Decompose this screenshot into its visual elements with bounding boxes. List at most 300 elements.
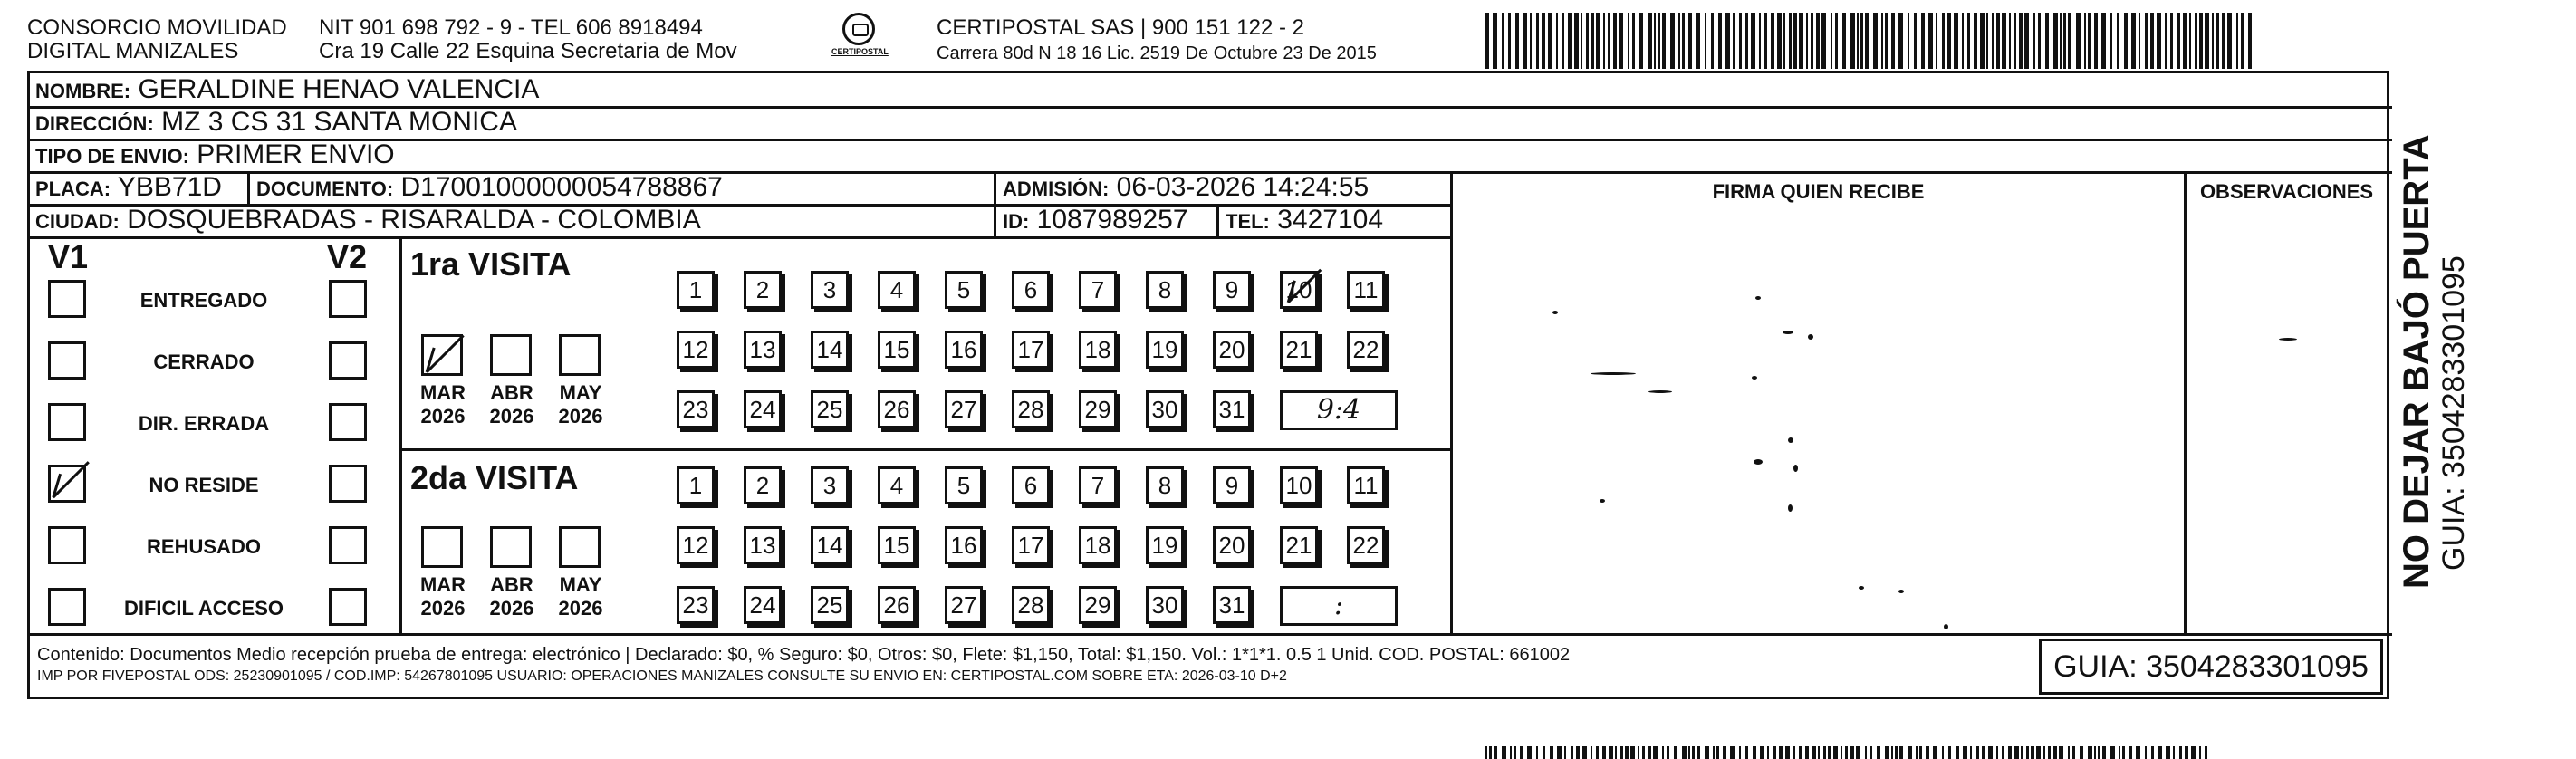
barcode-bar xyxy=(1536,13,1539,69)
barcode-bar xyxy=(1908,746,1912,759)
day-box[interactable]: 28 xyxy=(1012,390,1050,428)
barcode-bar xyxy=(1996,746,1998,759)
footer-text xyxy=(37,644,1570,687)
day-box[interactable]: 7 xyxy=(1079,466,1117,504)
barcode-bar xyxy=(2236,13,2238,69)
month-checkbox[interactable] xyxy=(421,526,463,568)
day-box[interactable]: 11 xyxy=(1347,271,1385,309)
barcode-bar xyxy=(1662,13,1666,69)
barcode-bar xyxy=(1527,746,1532,759)
tel-value: 3427104 xyxy=(1277,205,1384,235)
barcode-bar xyxy=(2063,13,2066,69)
day-box[interactable]: 20 xyxy=(1213,331,1251,369)
barcode-bottom xyxy=(1485,746,2210,759)
barcode-bar xyxy=(1919,746,1922,759)
day-box[interactable]: 9 xyxy=(1213,466,1251,504)
barcode-bar xyxy=(1682,13,1685,69)
month-year: 2026 xyxy=(420,597,466,620)
day-box[interactable]: 6 xyxy=(1012,466,1050,504)
day-box[interactable]: 28 xyxy=(1012,586,1050,624)
barcode-bar xyxy=(1697,746,1700,759)
day-box[interactable]: 31 xyxy=(1213,390,1251,428)
barcode-bar xyxy=(1730,746,1735,759)
day-box[interactable]: 11 xyxy=(1347,466,1385,504)
barcode-bar xyxy=(2094,746,2096,759)
barcode-bar xyxy=(1542,13,1545,69)
day-box[interactable]: 14 xyxy=(811,526,849,564)
barcode-bar xyxy=(1811,13,1813,69)
barcode-bar xyxy=(1713,746,1715,759)
barcode-bar xyxy=(2038,13,2041,69)
day-box[interactable]: 15 xyxy=(878,526,916,564)
nombre-value: GERALDINE HENAO VALENCIA xyxy=(138,74,540,104)
barcode-bar xyxy=(1674,746,1677,759)
day-box[interactable]: 2 xyxy=(744,466,782,504)
barcode-bar xyxy=(1543,746,1545,759)
barcode-bar xyxy=(1591,13,1594,69)
day-box[interactable]: 26 xyxy=(878,586,916,624)
barcode-bar xyxy=(2072,746,2075,759)
status-label: NO RESIDE xyxy=(149,474,259,496)
day-box[interactable]: 20 xyxy=(1213,526,1251,564)
placa-cell xyxy=(35,171,222,206)
barcode-bar xyxy=(2222,13,2225,69)
barcode-bar xyxy=(1688,13,1692,69)
day-box[interactable]: 21 xyxy=(1280,526,1318,564)
barcode-bar xyxy=(2076,13,2081,69)
month-checkbox[interactable] xyxy=(559,526,601,568)
month-year: 2026 xyxy=(558,405,603,428)
barcode-bar xyxy=(2170,13,2173,69)
barcode-bar xyxy=(2205,13,2209,69)
barcode-bar xyxy=(2084,13,2086,69)
day-box[interactable]: 17 xyxy=(1012,526,1050,564)
barcode-bar xyxy=(1928,13,1933,69)
barcode-bar xyxy=(1596,13,1600,69)
month-checkbox[interactable] xyxy=(490,526,532,568)
day-box[interactable]: 21 xyxy=(1280,331,1318,369)
barcode-bar xyxy=(1751,13,1755,69)
barcode-bar xyxy=(2189,13,2191,69)
status-v1-checkbox[interactable] xyxy=(48,526,86,564)
month-checkbox[interactable] xyxy=(490,334,532,376)
barcode-bar xyxy=(1942,746,1944,759)
barcode-bar xyxy=(1962,13,1964,69)
barcode-bar xyxy=(1942,13,1945,69)
barcode-bar xyxy=(1916,746,1918,759)
documento-value: D17001000000054788867 xyxy=(400,172,723,202)
barcode-bar xyxy=(2002,13,2006,69)
day-box[interactable]: 10 xyxy=(1280,466,1318,504)
barcode-bar xyxy=(2053,13,2058,69)
day-box[interactable]: 15 xyxy=(878,331,916,369)
day-box[interactable]: 17 xyxy=(1012,331,1050,369)
barcode-bar xyxy=(1926,746,1929,759)
barcode-bar xyxy=(1954,13,1958,69)
day-box[interactable]: 18 xyxy=(1079,331,1117,369)
day-box[interactable]: 25 xyxy=(811,586,849,624)
barcode-bar xyxy=(2119,746,2120,759)
barcode-bar xyxy=(1609,746,1613,759)
barcode-bar xyxy=(2179,746,2182,759)
month-label xyxy=(414,381,472,428)
status-v1-checkbox[interactable] xyxy=(48,403,86,441)
day-box[interactable]: 13 xyxy=(744,331,782,369)
status-v2-checkbox[interactable] xyxy=(329,403,367,441)
status-v2-checkbox[interactable] xyxy=(329,341,367,380)
barcode-bar xyxy=(2068,746,2070,759)
status-v1-checkbox[interactable] xyxy=(48,588,86,626)
barcode-bar xyxy=(1557,746,1562,759)
visit-time-box[interactable]: : xyxy=(1280,586,1398,626)
barcode-bar xyxy=(1562,13,1564,69)
barcode-bar xyxy=(1696,13,1700,69)
logo-icon xyxy=(842,13,875,45)
day-box[interactable]: 27 xyxy=(945,586,983,624)
barcode-bar xyxy=(1799,13,1803,69)
visit-time-box[interactable]: 9:4 xyxy=(1280,390,1398,430)
barcode-bar xyxy=(1956,746,1959,759)
barcode-bar xyxy=(2248,13,2252,69)
documento-cell xyxy=(256,171,723,206)
barcode-bar xyxy=(1933,746,1937,759)
logo-text: CERTIPOSTAL xyxy=(831,47,889,56)
barcode-bar xyxy=(1898,13,1903,69)
barcode-bar xyxy=(2094,13,2098,69)
barcode-bar xyxy=(1857,13,1859,69)
barcode-bar xyxy=(1850,13,1855,69)
status-label: CERRADO xyxy=(153,351,255,373)
barcode-bar xyxy=(1692,746,1695,759)
barcode-bar xyxy=(1574,13,1579,69)
day-box[interactable]: 4 xyxy=(878,271,916,309)
month-label xyxy=(552,381,610,428)
barcode-bar xyxy=(1777,13,1782,69)
barcode-bar xyxy=(1899,746,1903,759)
barcode-bar xyxy=(1845,746,1848,759)
barcode-bar xyxy=(1835,13,1838,69)
month-name: MAR xyxy=(419,573,466,596)
barcode-bar xyxy=(1739,746,1741,759)
day-box[interactable]: 24 xyxy=(744,586,782,624)
day-box[interactable]: 27 xyxy=(945,390,983,428)
barcode-bar xyxy=(1865,13,1869,69)
day-box[interactable]: 2 xyxy=(744,271,782,309)
barcode-bar xyxy=(1783,13,1785,69)
barcode-bar xyxy=(1502,746,1506,759)
barcode-bar xyxy=(2059,746,2063,759)
footer-line2: IMP POR FIVEPOSTAL ODS: 25230901095 / COD.IMP: 54267801095 USUARIO: OPERACIONES MANIZALES CONSULTE SU ENVIO EN: CERTIPOSTAL.COM SOBRE ETA: 2026-03-10 D+2 xyxy=(37,668,1287,684)
barcode-bar xyxy=(1760,746,1764,759)
day-box[interactable]: 16 xyxy=(945,331,983,369)
barcode-bar xyxy=(1914,13,1917,69)
barcode-bar xyxy=(1908,13,1909,69)
barcode-bar xyxy=(1816,13,1820,69)
barcode-bar xyxy=(1895,746,1898,759)
id-cell xyxy=(1003,204,1188,238)
barcode-bar xyxy=(1723,746,1726,759)
barcode-bar xyxy=(2101,13,2106,69)
month-label xyxy=(552,573,610,620)
v2-header: V2 xyxy=(327,238,368,275)
day-box[interactable]: 12 xyxy=(677,526,715,564)
barcode-bar xyxy=(2019,13,2023,69)
barcode-bar xyxy=(1716,746,1719,759)
day-box[interactable]: 3 xyxy=(811,466,849,504)
documento-label: DOCUMENTO: xyxy=(256,178,394,200)
barcode-bar xyxy=(1865,746,1867,759)
barcode-bar xyxy=(2157,13,2161,69)
day-box[interactable]: 8 xyxy=(1146,466,1184,504)
certipostal-logo xyxy=(831,13,889,62)
barcode-bar xyxy=(2145,13,2148,69)
day-box[interactable]: 23 xyxy=(677,390,715,428)
nombre-label: NOMBRE: xyxy=(35,80,131,102)
status-v1-checkbox[interactable] xyxy=(48,341,86,380)
day-box[interactable]: 24 xyxy=(744,390,782,428)
barcode-bar xyxy=(1530,13,1532,69)
barcode-bar xyxy=(1885,746,1889,759)
nit-line: NIT 901 698 792 - 9 - TEL 606 8918494 xyxy=(319,15,703,40)
barcode-bar xyxy=(2080,746,2083,759)
placa-value: YBB71D xyxy=(117,172,222,202)
barcode-bar xyxy=(2158,746,2162,759)
barcode-bar xyxy=(1678,13,1680,69)
day-box[interactable]: 25 xyxy=(811,390,849,428)
status-v2-checkbox[interactable] xyxy=(329,280,367,318)
barcode-bar xyxy=(1980,13,1985,69)
barcode-bar xyxy=(2021,746,2023,759)
barcode-bar xyxy=(2145,746,2147,759)
barcode-top xyxy=(1485,13,2255,69)
barcode-bar xyxy=(1493,13,1497,69)
barcode-bar xyxy=(2165,13,2167,69)
tel-label: TEL: xyxy=(1226,210,1270,233)
barcode-bar xyxy=(1582,746,1587,759)
day-box[interactable]: 4 xyxy=(878,466,916,504)
guia-box: GUIA: 3504283301095 xyxy=(2039,639,2383,695)
barcode-bar xyxy=(1514,746,1516,759)
barcode-bar xyxy=(2185,746,2188,759)
day-box[interactable]: 22 xyxy=(1347,526,1385,564)
check-mark-icon xyxy=(419,331,468,380)
side-text xyxy=(2397,100,2487,607)
barcode-bar xyxy=(2026,746,2029,759)
barcode-bar xyxy=(1891,746,1893,759)
barcode-bar xyxy=(1821,13,1826,69)
barcode-bar xyxy=(1608,13,1610,69)
barcode-bar xyxy=(2024,13,2029,69)
barcode-bar xyxy=(1759,13,1761,69)
barcode-bar xyxy=(1986,13,1988,69)
barcode-bar xyxy=(1667,746,1669,759)
day-box[interactable]: 30 xyxy=(1146,586,1184,624)
admision-label: ADMISIÓN: xyxy=(1003,178,1110,200)
barcode-bar xyxy=(1658,13,1660,69)
barcode-bar xyxy=(1885,13,1888,69)
day-box[interactable]: 19 xyxy=(1146,526,1184,564)
ciudad-value: DOSQUEBRADAS - RISARALDA - COLOMBIA xyxy=(127,205,701,235)
day-box[interactable]: 18 xyxy=(1079,526,1117,564)
barcode-bar xyxy=(1870,746,1872,759)
barcode-bar xyxy=(2205,746,2207,759)
barcode-bar xyxy=(1996,13,2000,69)
barcode-bar xyxy=(1823,746,1826,759)
placa-label: PLACA: xyxy=(35,178,111,200)
signature-area xyxy=(1453,236,2184,633)
day-box[interactable]: 23 xyxy=(677,586,715,624)
barcode-bar xyxy=(2048,746,2051,759)
barcode-bar xyxy=(1753,746,1756,759)
day-box[interactable]: 7 xyxy=(1079,271,1117,309)
barcode-bar xyxy=(1970,746,1972,759)
observaciones-header: OBSERVACIONES xyxy=(2199,180,2374,203)
admision-value: 06-03-2026 14:24:55 xyxy=(1116,172,1370,202)
barcode-bar xyxy=(1596,746,1599,759)
barcode-bar xyxy=(1630,746,1635,759)
status-v2-checkbox[interactable] xyxy=(329,465,367,503)
barcode-bar xyxy=(1779,746,1783,759)
barcode-bar xyxy=(1654,13,1656,69)
day-box[interactable]: 1 xyxy=(677,271,715,309)
barcode-bar xyxy=(2131,13,2136,69)
month-name: MAY xyxy=(559,381,602,404)
day-box[interactable]: 3 xyxy=(811,271,849,309)
barcode-bar xyxy=(1502,13,1504,69)
barcode-bar xyxy=(1485,746,1487,759)
barcode-bar xyxy=(2227,13,2232,69)
barcode-bar xyxy=(1812,746,1816,759)
day-box[interactable]: 10 xyxy=(1280,271,1318,309)
barcode-bar xyxy=(1639,13,1643,69)
barcode-bar xyxy=(1881,13,1883,69)
barcode-bar xyxy=(1860,13,1863,69)
status-v2-checkbox[interactable] xyxy=(329,588,367,626)
guide-form xyxy=(27,71,2389,699)
barcode-bar xyxy=(1688,746,1690,759)
barcode-bar xyxy=(1739,13,1742,69)
status-label: DIR. ERRADA xyxy=(138,412,270,435)
barcode-bar xyxy=(2241,13,2244,69)
barcode-bar xyxy=(1670,13,1675,69)
day-box[interactable]: 31 xyxy=(1213,586,1251,624)
barcode-bar xyxy=(1856,746,1860,759)
barcode-bar xyxy=(2031,746,2034,759)
barcode-bar xyxy=(1963,746,1967,759)
barcode-bar xyxy=(1515,13,1519,69)
barcode-bar xyxy=(2199,746,2201,759)
status-v2-checkbox[interactable] xyxy=(329,526,367,564)
barcode-bar xyxy=(2129,746,2132,759)
barcode-bar xyxy=(2036,746,2041,759)
barcode-bar xyxy=(1873,13,1878,69)
barcode-bar xyxy=(1806,13,1808,69)
barcode-bar xyxy=(1831,13,1832,69)
day-box[interactable]: 29 xyxy=(1079,390,1117,428)
barcode-bar xyxy=(1682,746,1687,759)
month-checkbox[interactable] xyxy=(559,334,601,376)
day-box[interactable]: 30 xyxy=(1146,390,1184,428)
barcode-bar xyxy=(1653,746,1658,759)
barcode-bar xyxy=(1489,746,1492,759)
day-box[interactable]: 8 xyxy=(1146,271,1184,309)
day-box[interactable]: 5 xyxy=(945,466,983,504)
barcode-bar xyxy=(1988,746,1993,759)
barcode-bar xyxy=(1785,746,1790,759)
barcode-bar xyxy=(1771,13,1774,69)
firma-header: FIRMA QUIEN RECIBE xyxy=(1712,180,1925,203)
barcode-bar xyxy=(1718,13,1722,69)
barcode-bar xyxy=(2191,746,2196,759)
barcode-bar xyxy=(1936,13,1937,69)
barcode-bar xyxy=(1947,13,1951,69)
barcode-bar xyxy=(1628,13,1629,69)
day-box[interactable]: 6 xyxy=(1012,271,1050,309)
barcode-bar xyxy=(1992,13,1994,69)
month-year: 2026 xyxy=(558,597,603,620)
barcode-bar xyxy=(1711,13,1714,69)
barcode-bar xyxy=(2212,13,2214,69)
barcode-bar xyxy=(1982,746,1985,759)
barcode-bar xyxy=(1613,13,1617,69)
barcode-bar xyxy=(1523,13,1527,69)
visit1-title: 1ra VISITA xyxy=(410,245,572,283)
nombre-row xyxy=(35,73,539,108)
day-box[interactable]: 16 xyxy=(945,526,983,564)
day-box[interactable]: 5 xyxy=(945,271,983,309)
day-box[interactable]: 1 xyxy=(677,466,715,504)
barcode-bar xyxy=(1576,746,1580,759)
day-box[interactable]: 9 xyxy=(1213,271,1251,309)
month-label xyxy=(414,573,472,620)
barcode-bar xyxy=(1620,746,1623,759)
direccion-row xyxy=(35,106,517,140)
barcode-bar xyxy=(1648,13,1652,69)
month-year: 2026 xyxy=(420,405,466,428)
barcode-bar xyxy=(1725,13,1730,69)
v1-header: V1 xyxy=(48,238,89,275)
barcode-bar xyxy=(2102,746,2106,759)
status-v1-checkbox[interactable] xyxy=(48,280,86,318)
barcode-bar xyxy=(2002,746,2004,759)
barcode-bar xyxy=(2110,746,2115,759)
barcode-bar xyxy=(2098,746,2100,759)
barcode-bar xyxy=(1603,13,1605,69)
day-box[interactable]: 22 xyxy=(1347,331,1385,369)
day-box[interactable]: 14 xyxy=(811,331,849,369)
day-box[interactable]: 29 xyxy=(1079,586,1117,624)
footer-line1: Contenido: Documentos Medio recepción prueba de entrega: electrónico | Declarado: $0, % Seguro: $0, Otros: $0, Flete: $1,150, Total: $1,150. Vol.: 1*1*1. 0.5 1 Unid. COD. POSTAL: 661002 xyxy=(37,645,1571,665)
day-box[interactable]: 13 xyxy=(744,526,782,564)
day-box[interactable]: 26 xyxy=(878,390,916,428)
id-value: 1087989257 xyxy=(1036,205,1188,235)
day-box[interactable]: 19 xyxy=(1146,331,1184,369)
barcode-bar xyxy=(1642,746,1645,759)
barcode-bar xyxy=(1485,13,1489,69)
barcode-bar xyxy=(1967,13,1970,69)
day-box[interactable]: 12 xyxy=(677,331,715,369)
barcode-bar xyxy=(2110,13,2112,69)
month-year: 2026 xyxy=(489,405,534,428)
barcode-bar xyxy=(1789,13,1792,69)
barcode-bar xyxy=(1619,13,1623,69)
id-label: ID: xyxy=(1003,210,1030,233)
postal-company-line: CERTIPOSTAL SAS | 900 151 122 - 2 xyxy=(937,15,1304,40)
barcode-bar xyxy=(1850,746,1854,759)
month-label xyxy=(483,573,541,620)
month-name: ABR xyxy=(490,573,533,596)
barcode-bar xyxy=(2088,746,2092,759)
